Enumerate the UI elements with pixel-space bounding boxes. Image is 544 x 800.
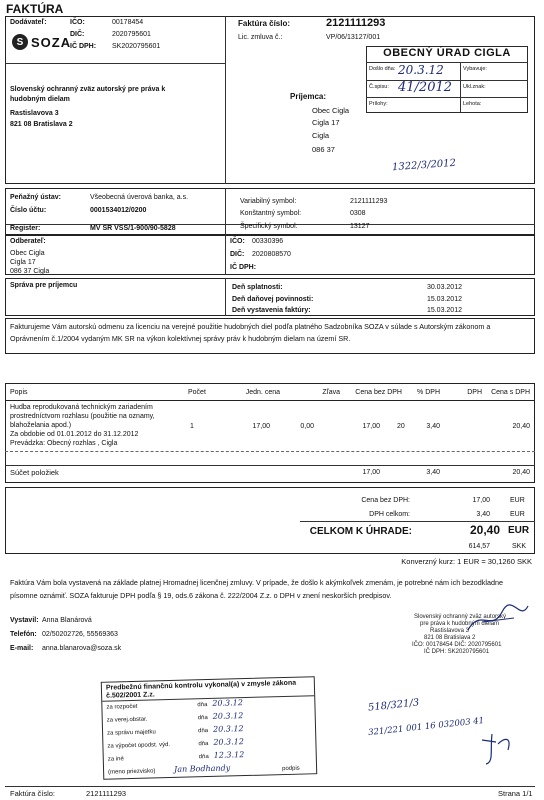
bank-name: Všeobecná úverová banka, a.s. <box>90 194 189 201</box>
item-desc-4: Za obdobie od 01.01.2012 do 31.12.2012 <box>10 431 139 438</box>
soza-signature <box>462 602 532 636</box>
footer-invoice-number: 2121111293 <box>86 789 127 798</box>
col-pct: % DPH <box>417 389 440 396</box>
spec-symbol: 13127 <box>350 223 370 230</box>
buyer-line-3: 086 37 Cigla <box>10 268 50 275</box>
vystavil: Anna Blanárová <box>42 617 92 624</box>
control-row-2-date: 20.3.12 <box>212 711 244 721</box>
intro-text: Fakturujeme Vám autorskú odmenu za licenciu na verejné použitie hudobných diel podľa platného Sadzobníka SOZA v súlade s Autorským zákonom a Oprávnením č.1/2004 vydaným MK SR na výkon kolektívnej správy práv k hudobným dielam na území SR. <box>10 322 491 343</box>
contract-label: Lic. zmluva č.: <box>238 34 283 41</box>
buyer-label: Odberateľ: <box>10 238 46 245</box>
register-value: MV SR VSS/1-900/90-5828 <box>90 225 176 232</box>
account-number: 0001534012/0200 <box>90 207 147 214</box>
due-date: 30.03.2012 <box>426 284 462 291</box>
recipient-line-4: 086 37 <box>312 145 335 154</box>
item-desc-5: Prevádzka: Obecný rozhlas , Cigla <box>10 440 118 447</box>
supplier-icdph-label: IČ DPH: <box>70 43 97 50</box>
item-s: 20,40 <box>512 423 530 430</box>
control-row-1-date: 20.3.12 <box>212 698 244 708</box>
office-stamp-title: OBECNÝ ÚRAD CIGLA <box>383 47 511 59</box>
item-bez: 17,00 <box>362 423 380 430</box>
buyer-icdph-label: IČ DPH: <box>230 264 257 271</box>
supplier-label: Dodávateľ: <box>10 19 47 26</box>
soza-stamp-l4: 821 08 Bratislava 2 <box>424 635 476 641</box>
soza-stamp-l1: Slovenský ochranný zväz autorský <box>414 614 507 620</box>
handwritten-reference: 1322/3/2012 <box>391 157 457 174</box>
col-zlava: Zľava <box>322 389 340 396</box>
sum-bez: 17,00 <box>362 469 380 476</box>
control-row-4-label: za výpočet opodst. výd. <box>107 742 171 750</box>
office-ulozenie-label: Ukl.znak: <box>463 84 486 90</box>
supplier-name-2: hudobným dielam <box>10 96 70 103</box>
soza-stamp-l2: pre práva k hudobným dielam <box>420 621 500 627</box>
issue-date-label: Deň vystavenia faktúry: <box>232 307 311 314</box>
control-row-6-label: (meno priezvisko) <box>108 768 156 776</box>
account-label: Číslo účtu: <box>10 207 47 214</box>
buyer-line-2: Cigla 17 <box>10 259 36 266</box>
var-symbol-label: Variabilný symbol: <box>240 198 297 205</box>
total-dph: 3,40 <box>476 511 490 518</box>
telefon-label: Telefón: <box>10 631 37 638</box>
handwritten-right-1: 518/321/3 <box>367 697 420 714</box>
office-lehota-label: Lehota: <box>463 101 482 107</box>
office-vybavuje-label: Vybavuje: <box>463 66 487 72</box>
office-prilohy-label: Prílohy: <box>369 101 388 107</box>
col-s: Cena s DPH <box>491 389 530 396</box>
const-symbol-label: Konštantný symbol: <box>240 210 302 217</box>
buyer-dic-label: DIČ: <box>230 251 245 258</box>
supplier-city: 821 08 Bratislava 2 <box>10 121 73 128</box>
supplier-ico: 00178454 <box>112 19 144 26</box>
email: anna.blanarova@soza.sk <box>42 645 122 652</box>
invoice-number-label: Faktúra číslo: <box>238 19 291 28</box>
control-row-1-dna: dňa <box>197 702 208 709</box>
contract-number: VP/06/13127/001 <box>326 34 381 41</box>
total-dph-label: DPH celkom: <box>369 511 410 518</box>
spec-symbol-label: Špecifický symbol: <box>240 223 298 230</box>
recipient-label: Príjemca: <box>290 92 327 101</box>
buyer-dic: 2020808570 <box>252 251 291 258</box>
soza-logo-text: SOZA <box>31 34 72 50</box>
buyer-line-1: Obec Cigla <box>10 250 45 257</box>
item-pocet: 1 <box>190 423 194 430</box>
total-bez-label: Cena bez DPH: <box>361 497 410 504</box>
soza-logo <box>12 34 71 50</box>
supplier-dic-label: DIČ: <box>70 31 85 38</box>
handwritten-signature <box>478 730 518 766</box>
soza-logo-icon: S <box>12 34 28 50</box>
control-row-2-label: za verej.obstar. <box>106 716 148 724</box>
control-stamp <box>101 676 317 780</box>
control-podpis-label: podpis <box>282 765 300 773</box>
total-bez: 17,00 <box>472 497 490 504</box>
item-pct: 20 <box>397 423 405 430</box>
supplier-dic: 2020795601 <box>112 31 151 38</box>
register-label: Register: <box>10 225 41 232</box>
var-symbol: 2121111293 <box>350 198 388 205</box>
buyer-ico: 00330396 <box>252 238 284 245</box>
footer-page: Strana 1/1 <box>498 789 533 798</box>
control-row-2-dna: dňa <box>197 715 208 722</box>
email-label: E-mail: <box>10 645 34 652</box>
item-desc-2: prostredníctvom rozhlasu (použitie na oznamy, <box>10 413 155 420</box>
admin-label: Správa pre príjemcu <box>10 282 78 289</box>
soza-stamp-l5: IČO: 00178454 DIČ: 2020795601 <box>412 642 502 648</box>
soza-stamp-l3: Rastislavova 3 <box>430 628 470 634</box>
office-doslo-date: 20.3.12 <box>398 63 444 77</box>
tax-date: 15.03.2012 <box>426 296 462 303</box>
control-row-1-label: za rozpočet <box>106 703 138 711</box>
handwritten-right-2: 321/221 001 16 032003 41 <box>367 715 485 739</box>
buyer-ico-label: IČO: <box>230 238 245 245</box>
sum-dph: 3,40 <box>426 469 440 476</box>
page-title: FAKTÚRA <box>6 2 64 16</box>
control-row-5-dna: dňa <box>198 754 209 761</box>
total-bez-cur: EUR <box>510 497 525 504</box>
item-desc-1: Hudba reprodukovaná technickým zariadením <box>10 404 153 411</box>
soza-stamp-l6: IČ DPH: SK2020795601 <box>424 649 490 655</box>
total-skk-cur: SKK <box>512 543 527 550</box>
supplier-icdph: SK2020795601 <box>112 43 161 50</box>
tax-date-label: Deň daňovej povinnosti: <box>232 296 314 303</box>
total-skk: 614,57 <box>468 543 490 550</box>
recipient-line-3: Cigla <box>312 131 330 140</box>
total-dph-cur: EUR <box>510 511 525 518</box>
col-dph: DPH <box>467 389 482 396</box>
control-row-4-date: 20.3.12 <box>213 737 245 747</box>
supplier-street: Rastislavova 3 <box>10 110 59 117</box>
vystavil-label: Vystavil: <box>10 617 39 624</box>
recipient-line-2: Cigla 17 <box>312 118 340 127</box>
office-cislo: 41/2012 <box>398 80 453 95</box>
issue-date: 15.03.2012 <box>426 307 462 314</box>
supplier-name-1: Slovenský ochranný zväz autorský pre práva k <box>10 86 166 93</box>
total-celkom-cur: EUR <box>508 525 530 536</box>
control-row-5-label: za iné <box>107 756 124 763</box>
office-doslo-label: Došlo dňa: <box>369 66 396 72</box>
bank-label: Peňažný ústav: <box>10 194 61 201</box>
total-celkom: 20,40 <box>469 523 500 537</box>
footer-invoice-label: Faktúra číslo: <box>10 789 56 798</box>
recipient-line-1: Obec Cigla <box>312 106 350 115</box>
control-row-3-date: 20.3.12 <box>212 724 244 734</box>
control-row-3-dna: dňa <box>198 728 209 735</box>
telefon: 02/50202726, 55569363 <box>42 631 118 638</box>
col-pocet: Počet <box>188 389 206 396</box>
item-zlava: 0,00 <box>300 423 314 430</box>
item-dph: 3,40 <box>426 423 440 430</box>
control-row-5-date: 12.3.12 <box>213 750 245 760</box>
sum-s: 20,40 <box>512 469 530 476</box>
conversion-rate: Konverzný kurz: 1 EUR = 30,1260 SKK <box>401 557 532 566</box>
item-cena: 17,00 <box>252 423 270 430</box>
sum-label: Súčet položiek <box>10 468 59 477</box>
control-row-3-label: za správu majetku <box>107 729 156 737</box>
control-row-4-dna: dňa <box>198 741 209 748</box>
control-row-6-name: Jan Bodhandy <box>173 763 231 774</box>
invoice-number: 2121111293 <box>326 17 386 29</box>
total-celkom-label: CELKOM K ÚHRADE: <box>309 526 412 537</box>
footer-text: Faktúra Vám bola vystavená na základe platnej Hromadnej licenčnej zmluvy. V prípade, že došlo k akýmkoľvek zmenám, je potrebné nám ich bezodkladne písomne oznámiť. SOZA fakturuje DPH podľa § 19, ods.6 zákona č. 222/2004 Z.z. o DPH v znení neskorších predpisov. <box>10 578 503 600</box>
supplier-ico-label: IČO: <box>70 19 85 26</box>
office-cislo-label: Č.spisu: <box>369 84 389 90</box>
col-popis: Popis <box>10 389 28 396</box>
due-date-label: Deň splatnosti: <box>232 284 283 291</box>
col-bez: Cena bez DPH <box>355 389 402 396</box>
item-desc-3: blahoželania apod.) <box>10 422 72 429</box>
control-stamp-title: Predbežnú finančnú kontrolu vykonal(a) v zmysle zákona č.502/2001 Z.z. <box>105 679 297 700</box>
const-symbol: 0308 <box>350 210 366 217</box>
col-cena: Jedn. cena <box>245 389 280 396</box>
